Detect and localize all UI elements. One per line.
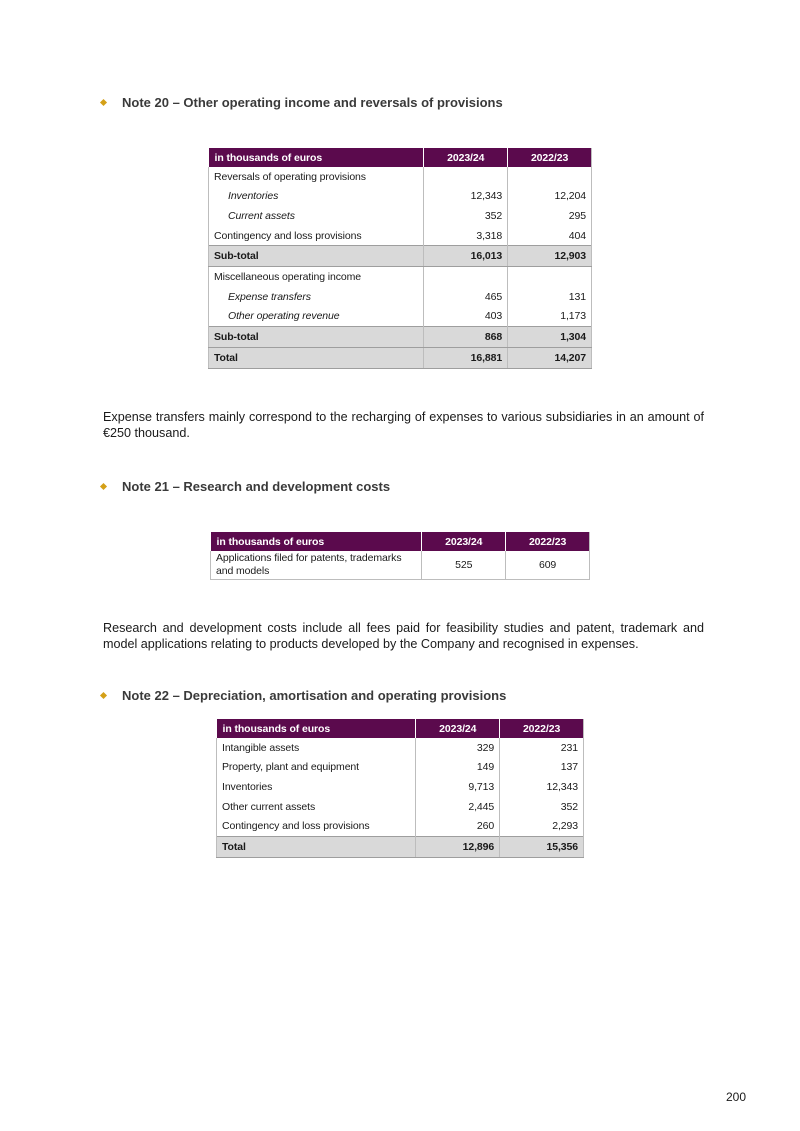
cell-value: 352 xyxy=(500,797,584,817)
diamond-bullet-icon xyxy=(100,483,107,490)
cell-value xyxy=(508,167,592,187)
cell-value: 149 xyxy=(416,758,500,778)
cell-value: 1,173 xyxy=(508,307,592,327)
row-label: Expense transfers xyxy=(209,287,424,307)
cell-value: 1,304 xyxy=(508,327,592,348)
table-row xyxy=(217,797,584,817)
row-label: Other current assets xyxy=(217,797,416,817)
note-21-paragraph: Research and development costs include all fees paid for feasibility studies and patent, trademark and model applications relating to products developed by the Company and recognised in expenses. xyxy=(103,621,704,651)
column-header: in thousands of euros xyxy=(217,719,416,738)
diamond-bullet-icon xyxy=(100,692,107,699)
row-label: Contingency and loss provisions xyxy=(209,226,424,246)
cell-value: 12,903 xyxy=(508,246,592,267)
cell-value: 609 xyxy=(506,551,590,580)
row-label: Inventories xyxy=(217,777,416,797)
cell-value: 2,293 xyxy=(500,816,584,836)
table-row xyxy=(217,777,584,797)
total-row xyxy=(217,836,584,857)
table-row xyxy=(217,816,584,836)
row-label: Miscellaneous operating income xyxy=(209,267,424,287)
cell-value: 12,343 xyxy=(424,187,508,207)
cell-value: 260 xyxy=(416,816,500,836)
cell-value: 9,713 xyxy=(416,777,500,797)
row-label: Total xyxy=(209,348,424,369)
cell-value: 404 xyxy=(508,226,592,246)
column-header: 2022/23 xyxy=(506,532,590,551)
table-row xyxy=(217,738,584,758)
cell-value: 3,318 xyxy=(424,226,508,246)
note-22-table xyxy=(216,719,584,858)
column-header: in thousands of euros xyxy=(211,532,422,551)
table-row xyxy=(209,206,592,226)
note-22-title: Note 22 – Depreciation, amortisation and operating provisions xyxy=(122,688,507,703)
page-number: 200 xyxy=(725,1090,746,1104)
row-label: Applications filed for patents, trademarks and models xyxy=(211,551,422,580)
table-row xyxy=(209,287,592,307)
cell-value: 15,356 xyxy=(500,836,584,857)
table-header-row xyxy=(217,719,584,738)
table-row xyxy=(209,307,592,327)
cell-value: 12,343 xyxy=(500,777,584,797)
row-label: Intangible assets xyxy=(217,738,416,758)
cell-value: 465 xyxy=(424,287,508,307)
table-row xyxy=(211,551,590,580)
cell-value: 137 xyxy=(500,758,584,778)
cell-value: 329 xyxy=(416,738,500,758)
row-label: Total xyxy=(217,836,416,857)
note-20-title: Note 20 – Other operating income and reversals of provisions xyxy=(122,95,503,110)
table-row xyxy=(217,758,584,778)
diamond-bullet-icon xyxy=(100,99,107,106)
row-label: Sub-total xyxy=(209,327,424,348)
column-header: 2023/24 xyxy=(422,532,506,551)
note-21-heading xyxy=(100,479,390,494)
note-22-heading xyxy=(100,688,506,703)
cell-value: 868 xyxy=(424,327,508,348)
cell-value xyxy=(508,267,592,287)
cell-value: 12,896 xyxy=(416,836,500,857)
cell-value: 352 xyxy=(424,206,508,226)
column-header: in thousands of euros xyxy=(209,148,424,167)
cell-value: 2,445 xyxy=(416,797,500,817)
row-label: Other operating revenue xyxy=(209,307,424,327)
row-label: Inventories xyxy=(209,187,424,207)
column-header: 2023/24 xyxy=(416,719,500,738)
row-label: Property, plant and equipment xyxy=(217,758,416,778)
subtotal-row xyxy=(209,327,592,348)
row-label: Reversals of operating provisions xyxy=(209,167,424,187)
total-row xyxy=(209,348,592,369)
cell-value: 295 xyxy=(508,206,592,226)
note-21-table xyxy=(210,532,590,580)
cell-value: 403 xyxy=(424,307,508,327)
table-header-row xyxy=(211,532,590,551)
cell-value: 16,881 xyxy=(424,348,508,369)
note-20-table xyxy=(208,148,592,369)
note-21-title: Note 21 – Research and development costs xyxy=(122,479,391,494)
cell-value: 525 xyxy=(422,551,506,580)
cell-value xyxy=(424,167,508,187)
note-20-paragraph: Expense transfers mainly correspond to the recharging of expenses to various subsidiaries in an amount of €250 thousand. xyxy=(103,410,704,440)
cell-value: 131 xyxy=(508,287,592,307)
row-label: Contingency and loss provisions xyxy=(217,816,416,836)
cell-value xyxy=(424,267,508,287)
column-header: 2023/24 xyxy=(424,148,508,167)
cell-value: 12,204 xyxy=(508,187,592,207)
table-row xyxy=(209,187,592,207)
cell-value: 231 xyxy=(500,738,584,758)
table-header-row xyxy=(209,148,592,167)
cell-value: 14,207 xyxy=(508,348,592,369)
note-20-heading xyxy=(100,95,503,110)
table-row xyxy=(209,226,592,246)
row-label: Sub-total xyxy=(209,246,424,267)
cell-value: 16,013 xyxy=(424,246,508,267)
table-row xyxy=(209,267,592,287)
subtotal-row xyxy=(209,246,592,267)
row-label: Current assets xyxy=(209,206,424,226)
column-header: 2022/23 xyxy=(500,719,584,738)
table-row xyxy=(209,167,592,187)
column-header: 2022/23 xyxy=(508,148,592,167)
